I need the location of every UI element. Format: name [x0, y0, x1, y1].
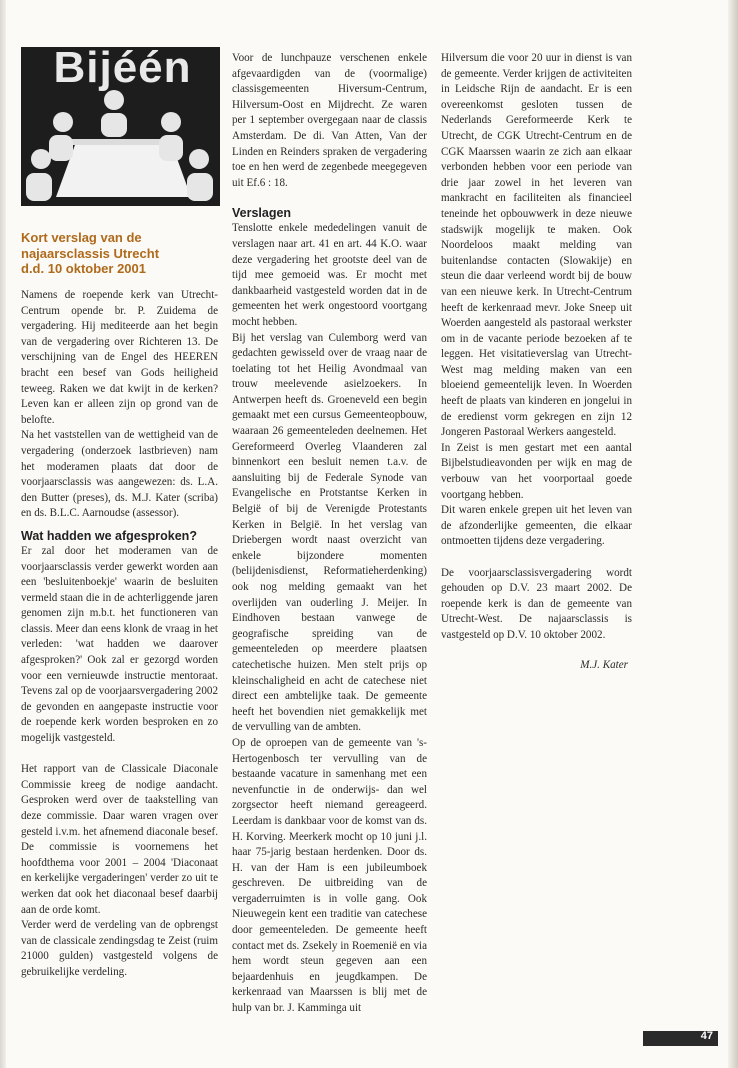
- logo-title: Bijéén: [53, 47, 192, 92]
- article-title: [21, 230, 218, 277]
- page-right-edge: [728, 0, 738, 1068]
- paragraph: Bij het verslag van Culemborg werd van gedachten gewisseld over de vraag naar de toelating tot het Heilig Avondmaal van trouw meelevende asielzoekers. In Antwerpen heeft ds. Groeneveld een begin gemaakt met een cursus Gemeenteopbouw, waaraan 26 gemeenteleden deelnemen. Het Gereformeerd Overleg Vlaanderen zal binnenkort een besluit nemen t.a.v. de aansluiting bij de Federale Synode van Evangelische en Protstantse Kerken in België of bij de Verenigde Protestants Kerken in België. In het verslag van Driebergen wordt naast overzicht van enkele bijzondere momenten (belijdenisdienst, Reformatieherdenking) ook nog melding gemaakt van het overlijden van ouderling J. Meijer. In Eindhoven bestaan vanwege de geografische spreiding van de gemeenteleden op meerdere plaatsen catechetische huizen. Men stelt prijs op kleinschaligheid en acht de catechese niet direct een ambtelijke taak. De gemeente heeft het bovendien niet gemakkelijk met de vervulling van de ambten.: [232, 331, 427, 734]
- paragraph: Er zal door het moderamen van de voorjaarsclassis verder gewerkt worden aan een 'besluitenboekje' waarin de besluiten vermeld staan die in de achterliggende jaren genomen zijn m.b.t. het functioneren van classis. Meer dan eens klonk de vraag in het verleden: 'wat hadden we daarover afgesproken?' Ook zal er gezorgd worden voor een vernieuwde instructie mentoraat. Tevens zal op de voorjaarsvergadering 2002 de gevonden en aangepaste instructie voor de roepende kerk worden besproken en zo mogelijk vastgesteld.: [21, 544, 218, 745]
- paragraph: De voorjaarsclassisvergadering wordt gehouden op D.V. 23 maart 2002. De roepende kerk is dan de gemeente van Utrecht-West. De najaarsclassis is vastgesteld op D.V. 10 oktober 2002.: [441, 566, 632, 641]
- article-title-line: Kort verslag van de: [21, 230, 142, 245]
- paragraph: Het rapport van de Classicale Diaconale Commissie kreeg de nodige aandacht. Gesproken werd over de taakstelling van deze commissie. Daar waren vragen over gesteld i.v.m. het afnemend diaconale besef. De commissie is voornemens het hoofdthema voor 2001 – 2004 'Diaconaat en kerkelijke vergaderingen' verder zo uit te werken dat ook het diaconaal besef daarbij aan de orde komt.: [21, 763, 218, 916]
- page-left-edge: [0, 0, 6, 1068]
- paragraph: Op de oproepen van de gemeente van 's-Hertogenbosch ter vervulling van de bestaande vacature in samenhang met een nevenfunctie in de onderwijs- dan wel zorgsector heeft niemand gereageerd. Leerdam is dankbaar voor de komst van ds. H. Korving. Meerkerk mocht op 10 juni j.l. haar 75-jarig bestaan herdenken. Door ds. H. van der Ham is een jubileumboek geschreven. De uitbreiding van de vergaderruimten is in volle gang. Ook Nieuwegein kent een traditie van catechese door gemeenteleden. De gemeente heeft contact met ds. Zsekely in Roemenië en via hem wordt steun gegeven aan een bejaardenhuis en jeugdkampen. De kerkenraad van Maarssen is blij met de hulp van br. J. Kamminga uit: [232, 736, 427, 1015]
- section-heading: Wat hadden we afgesproken?: [21, 528, 197, 543]
- page-number: 47: [700, 1030, 713, 1042]
- paragraph: Namens de roepende kerk van Utrecht-Centrum opende br. P. Zuidema de vergadering. Hij mediteerde aan het begin van de vergadering over Richteren 13. De verschijning van de Engel des HEEREN bracht een besef van Gods heiligheid teweeg. Raken we dat kwijt in de kerken? Leven kan er alleen zijn op grond van de belofte.: [21, 289, 218, 426]
- author-signature: M.J. Kater: [580, 658, 628, 671]
- paragraph: In Zeist is men gestart met een aantal Bijbelstudieavonden per wijk en mag de verbouw van het voorportaal goede voortgang hebben.: [441, 441, 632, 501]
- text-column-2: [232, 51, 427, 1017]
- paragraph: Voor de lunchpauze verschenen enkele afgevaardigden van de (voormalige) classisgemeenten Hiversum-Centrum, Hilversum-Oost en Mijdrecht. Ze waren per 1 september overgegaan naar de classis Amsterdam. De di. Van Atten, Van der Linden en Reinders spraken de vergadering toe en hen werd de zegenbede meegegeven uit Ef.6 : 18.: [232, 52, 427, 189]
- paragraph: Na het vaststellen van de wettigheid van de vergadering (onderzoek lastbrieven) nam het moderamen plaats dat door de voorjaarsclassis was aangewezen: ds. L.A. den Butter (preses), ds. M.J. Kater (scriba) en ds. B.L.C. Aarnoudse (assessor).: [21, 429, 218, 520]
- paragraph: Dit waren enkele grepen uit het leven van de afzonderlijke gemeenten, die elkaar ontmoetten tijdens deze vergadering.: [441, 504, 632, 548]
- paragraph: Hilversum die voor 20 uur in dienst is van de gemeente. Verder krijgen de activiteiten in Leidsche Rijn de aandacht. Er is een overeenkomst gesloten tussen de Nederlands Gereformeerde Kerk te Utrecht, de CGK Utrecht-Centrum en de CGK Maarssen waarin ze zich aan elkaar verbonden hebben voor een periode van drie jaar zowel in het leveren van mankracht en faciliteiten als financieel teneinde het opbouwwerk in deze nieuwe stadswijk mogelijk te maken. Ook Noordeloos maakt melding van buitenlandse contacten (Slowakije) en steun die daar verleend wordt bij de bouw van een nieuwe kerk. In Utrecht-Centrum heeft de kerkenraad mevr. Joke Sneep uit Woerden aangesteld als pastoraal werkster om in de vacante periode bezoeken af te leggen. Het visitatieverslag van Utrecht-West mag melding maken van een bloeiend gemeentelijk leven. In Woerden heeft de plaats van kinderen en jongelui in de eredienst vorm gekregen en zijn 12 Jongeren Pastoraal Werkers aangesteld.: [441, 52, 632, 439]
- section-heading: Verslagen: [232, 206, 292, 221]
- paragraph: Verder werd de verdeling van de opbrengst van de classicale zendingsdag te Zeist (ruim 21000 gulden) vastgesteld volgens de gebruikelijke verdeling.: [21, 919, 218, 978]
- text-column-3: [441, 51, 632, 673]
- article-title-line: najaarsclassis Utrecht: [21, 245, 160, 261]
- text-column-1: [21, 288, 218, 981]
- page-number-bar: [643, 1031, 718, 1046]
- bijeen-logo: [21, 47, 220, 206]
- article-title-line: d.d. 10 oktober 2001: [21, 261, 146, 276]
- paragraph: Tenslotte enkele mededelingen vanuit de verslagen naar art. 41 en art. 44 K.O. waar deze vergadering het grootste deel van de tijd mee gemoeid was. Er mocht met dankbaarheid vastgesteld worden dat in de gemeenten het werk ongestoord voortgang mocht hebben.: [232, 222, 427, 328]
